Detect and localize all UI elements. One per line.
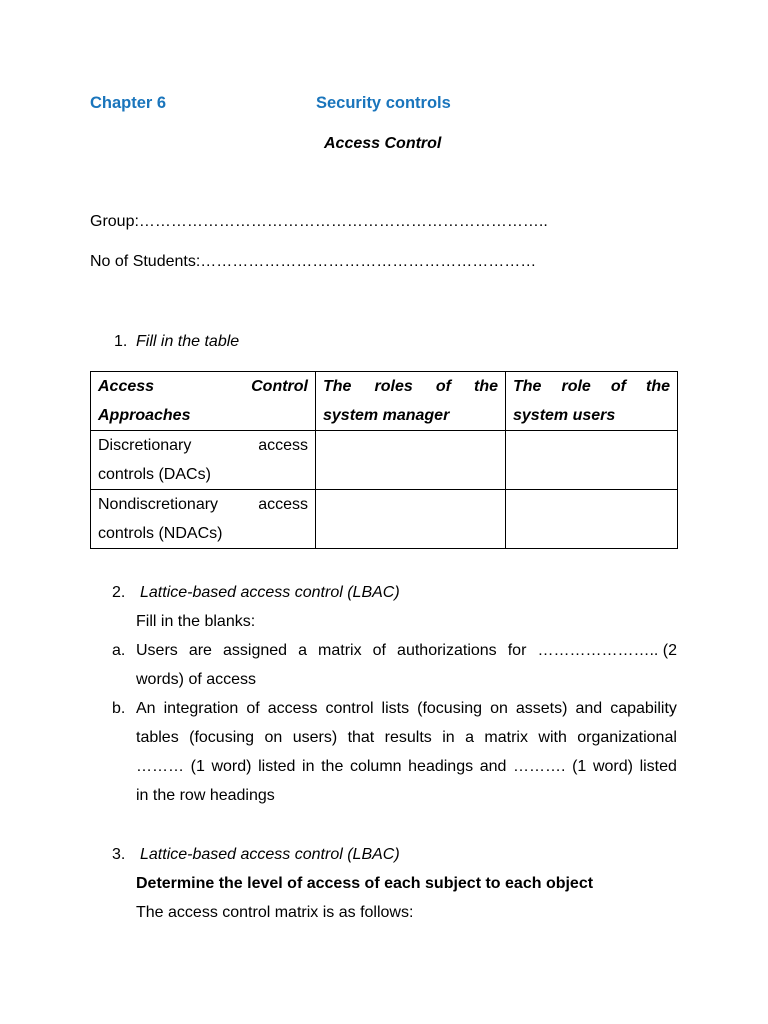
q3-note: The access control matrix is as follows: <box>136 904 414 921</box>
header-word: Control <box>251 378 308 395</box>
header-word: The <box>513 378 542 395</box>
q2-instruction: Fill in the blanks: <box>136 613 256 630</box>
q2a-line <box>136 636 677 665</box>
access-approach-table <box>90 371 678 549</box>
word: and <box>479 758 507 775</box>
word: tables <box>136 729 179 746</box>
word: matrix <box>484 729 528 746</box>
q2b-line <box>136 752 677 781</box>
header-system-users-role <box>506 372 678 431</box>
cell-word: access <box>258 437 308 454</box>
word: capability <box>610 700 677 717</box>
word: (focusing <box>189 729 255 746</box>
q2-heading: Lattice-based access control (LBAC) <box>140 584 400 601</box>
chapter-label: Chapter 6 <box>90 94 167 112</box>
word: a <box>465 729 474 746</box>
word: listed <box>258 758 296 775</box>
q2b-line: in the row headings <box>136 787 275 804</box>
header-system-manager-roles <box>316 372 506 431</box>
word: of <box>246 700 260 717</box>
word: column <box>349 758 402 775</box>
row-label-ndac <box>91 490 316 549</box>
q1-number: 1. <box>114 333 128 350</box>
q1-prompt: Fill in the table <box>136 333 240 350</box>
word: (1 <box>190 758 205 775</box>
answer-cell-dac-manager[interactable] <box>316 431 506 490</box>
word: organizational <box>577 729 677 746</box>
chapter-title: Security controls <box>316 94 451 112</box>
word: on <box>490 700 508 717</box>
q3-instruction: Determine the level of access of each subject to each object <box>136 875 594 892</box>
answer-cell-ndac-users[interactable] <box>506 490 678 549</box>
row-label-dac <box>91 431 316 490</box>
cell-word: Discretionary <box>98 437 192 454</box>
header-word: the <box>646 378 670 395</box>
blank-answer[interactable]: ……… <box>136 758 184 775</box>
header-word: system manager <box>323 407 450 424</box>
q2b-line <box>136 694 677 723</box>
header-word: system users <box>513 407 616 424</box>
q3-heading: Lattice-based access control (LBAC) <box>140 846 400 863</box>
word: An <box>136 700 156 717</box>
word: control <box>325 700 374 717</box>
blank-answer[interactable]: ………………….. (2 <box>537 642 677 659</box>
word: are <box>188 642 212 659</box>
q2a-marker: a. <box>112 642 126 659</box>
q2a-line: words) of access <box>136 671 257 688</box>
students-field[interactable]: No of Students:……………………………………………………… <box>90 253 537 270</box>
header-word: role <box>561 378 591 395</box>
word: and <box>575 700 603 717</box>
header-access-control-approaches <box>91 372 316 431</box>
word: (1 <box>572 758 587 775</box>
header-word: Approaches <box>98 407 191 424</box>
header-word: the <box>474 378 498 395</box>
table-row <box>91 431 678 490</box>
cell-word: access <box>258 496 308 513</box>
word: assets) <box>515 700 568 717</box>
word: in <box>302 758 315 775</box>
word: (focusing <box>417 700 483 717</box>
cell-word: controls (NDACs) <box>98 525 223 542</box>
word: results <box>384 729 432 746</box>
header-word: of <box>435 378 451 395</box>
word: headings <box>408 758 474 775</box>
word: in <box>442 729 455 746</box>
table-row <box>91 490 678 549</box>
header-word: The <box>323 378 352 395</box>
word: of <box>372 642 386 659</box>
q2b-line <box>136 723 677 752</box>
word: users) <box>292 729 338 746</box>
word: with <box>538 729 567 746</box>
q2-number: 2. <box>112 584 126 601</box>
q2a-text <box>136 636 677 694</box>
word: authorizations <box>397 642 497 659</box>
cell-word: controls (DACs) <box>98 466 211 483</box>
word: a <box>298 642 307 659</box>
word: listed <box>639 758 677 775</box>
word: on <box>264 729 283 746</box>
word: lists <box>381 700 410 717</box>
q3-number: 3. <box>112 846 126 863</box>
cell-word: Nondiscretionary <box>98 496 219 513</box>
word: word) <box>592 758 633 775</box>
q2b-marker: b. <box>112 700 126 717</box>
header-word: Access <box>98 378 155 395</box>
word: for <box>507 642 527 659</box>
word: the <box>321 758 344 775</box>
section-subtitle: Access Control <box>324 135 442 152</box>
group-field[interactable]: Group:………………………………………………………………….. <box>90 213 548 230</box>
table-header-row <box>91 372 678 431</box>
header-word: roles <box>374 378 413 395</box>
header-word: of <box>610 378 626 395</box>
word: integration <box>163 700 239 717</box>
blank-answer[interactable]: ………. <box>513 758 566 775</box>
word: assigned <box>223 642 288 659</box>
word: access <box>267 700 318 717</box>
word: word) <box>211 758 252 775</box>
word: Users <box>136 642 178 659</box>
word: that <box>347 729 375 746</box>
answer-cell-ndac-manager[interactable] <box>316 490 506 549</box>
answer-cell-dac-users[interactable] <box>506 431 678 490</box>
word: matrix <box>318 642 362 659</box>
q2b-text <box>136 694 677 810</box>
